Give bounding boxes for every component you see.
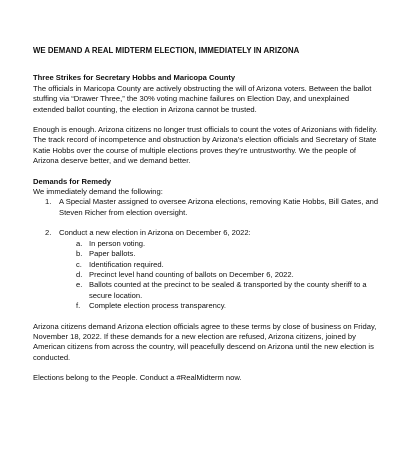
signoff: Elections belong to the People. Conduct a #RealMidterm now. (33, 373, 242, 383)
subitem-letter: f. (76, 301, 81, 311)
subitem-text: Identification required. (89, 259, 164, 269)
demand-item-1 (33, 197, 381, 218)
section-heading-demands: Demands for Remedy (33, 176, 112, 186)
demands-intro: We immediately demand the following: (33, 187, 163, 197)
subitem-e (59, 280, 381, 301)
demand-subitems (59, 239, 381, 312)
demand-number: 1. (45, 197, 52, 207)
subitem-text: Complete election process transparency. (89, 301, 227, 311)
demands-list (33, 197, 381, 311)
subitem-text: In person voting. (89, 238, 146, 248)
subitem-text: Precinct level hand counting of ballots on December 6, 2022. (89, 269, 294, 279)
paragraph-officials: The officials in Maricopa County are actively obstructing the will of Arizona voters. Between the ballot stuffing via “Drawer Three,” the 30% voting machine failures on Election Day, and unexplained extended ballot counting, the election in Arizona cannot be trusted. (33, 83, 372, 114)
subitem-letter: a. (76, 238, 83, 248)
subitem-d (59, 270, 381, 280)
subitem-letter: d. (76, 269, 83, 279)
subitem-letter: e. (76, 280, 83, 290)
section-heading-three-strikes: Three Strikes for Secretary Hobbs and Maricopa County (33, 73, 236, 83)
demand-item-2 (33, 228, 381, 311)
demand-text: A Special Master assigned to oversee Arizona elections, removing Katie Hobbs, Bill Gates, and Steven Richer from election oversight. (59, 197, 379, 217)
subitem-letter: c. (76, 259, 82, 269)
document-title: WE DEMAND A REAL MIDTERM ELECTION, IMMEDIATELY IN ARIZONA (33, 46, 300, 55)
demand-number: 2. (45, 228, 52, 238)
subitem-f (59, 301, 381, 311)
subitem-text: Ballots counted at the precinct to be sealed & transported by the county sheriff to a secure location. (89, 280, 367, 300)
subitem-text: Paper ballots. (89, 249, 136, 259)
subitem-a (59, 239, 381, 249)
paragraph-enough: Enough is enough. Arizona citizens no longer trust officials to count the votes of Arizonians with fidelity. The track record of incompetence and obstruction by Arizona’s election officials and Secretary of State Katie Hobbs over the course of multiple elections proves they’re untrustworthy. We the people of Arizona deserve better, and we demand better. (33, 125, 378, 166)
subitem-b (59, 249, 381, 259)
subitem-letter: b. (76, 249, 83, 259)
closing-paragraph: Arizona citizens demand Arizona election officials agree to these terms by close of business on Friday, November 18, 2022. If these demands for a new election are refused, Arizona citizens, joined by American citizens from across the country, will peacefully descend on Arizona until the new election is conducted. (33, 321, 377, 362)
demand-text: Conduct a new election in Arizona on December 6, 2022: (59, 228, 251, 238)
subitem-c (59, 260, 381, 270)
